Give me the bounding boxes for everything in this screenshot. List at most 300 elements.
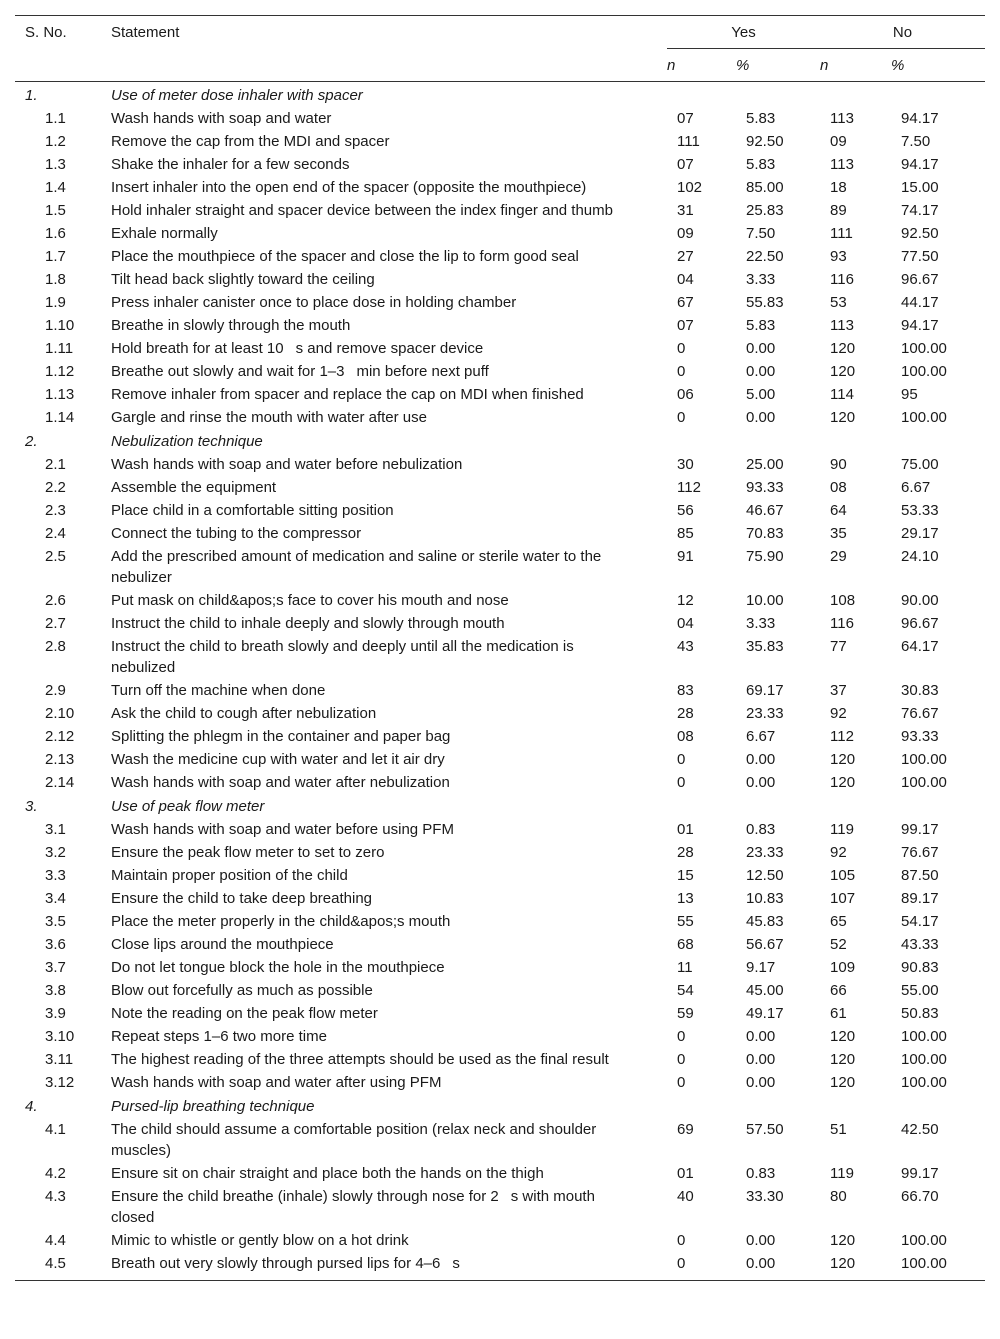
no-n-cell: 114 <box>830 386 854 403</box>
header-no-pct: % <box>891 57 905 74</box>
table-row <box>15 933 985 956</box>
no-pct-cell: 55.00 <box>901 982 939 999</box>
yes-pct-cell: 0.00 <box>746 1255 776 1272</box>
table-row <box>15 406 985 429</box>
no-n-cell: 92 <box>830 844 847 861</box>
no-pct-cell: 30.83 <box>901 682 939 699</box>
item-statement: Breath out very slowly through pursed lips for 4–6 s <box>111 1255 460 1272</box>
no-n-cell: 120 <box>830 1255 856 1272</box>
table-row <box>15 612 985 635</box>
item-number: 2.1 <box>45 456 66 473</box>
yes-pct-cell: 57.50 <box>746 1121 784 1138</box>
yes-pct-cell: 10.83 <box>746 890 784 907</box>
item-statement: Add the prescribed amount of medication and saline or sterile water to the nebulizer <box>111 548 602 586</box>
item-statement: Ensure sit on chair straight and place both the hands on the thigh <box>111 1165 544 1182</box>
yes-n-cell: 27 <box>677 248 694 265</box>
yes-n-cell: 13 <box>677 890 694 907</box>
table-row <box>15 864 985 887</box>
yes-n-cell: 83 <box>677 682 694 699</box>
item-statement: Wash hands with soap and water before nebulization <box>111 456 463 473</box>
no-n-cell: 52 <box>830 936 847 953</box>
item-number: 4.3 <box>45 1188 66 1205</box>
table-row <box>15 1071 985 1094</box>
yes-n-cell: 0 <box>677 340 686 357</box>
yes-pct-cell: 5.83 <box>746 317 776 334</box>
table-header <box>15 16 985 82</box>
item-number: 1.2 <box>45 133 66 150</box>
item-statement: Place the meter properly in the child&apos;s mouth <box>111 913 451 930</box>
yes-n-cell: 0 <box>677 409 686 426</box>
item-statement: Turn off the machine when done <box>111 682 326 699</box>
yes-n-cell: 28 <box>677 844 694 861</box>
no-pct-cell: 100.00 <box>901 774 947 791</box>
item-statement: Exhale normally <box>111 225 218 242</box>
item-statement: Blow out forcefully as much as possible <box>111 982 373 999</box>
item-statement: Ask the child to cough after nebulization <box>111 705 377 722</box>
no-n-cell: 89 <box>830 202 847 219</box>
item-statement: Wash hands with soap and water before using PFM <box>111 821 454 838</box>
table-row <box>15 199 985 222</box>
item-number: 2.2 <box>45 479 66 496</box>
yes-n-cell: 59 <box>677 1005 694 1022</box>
yes-n-cell: 43 <box>677 638 694 655</box>
yes-n-cell: 04 <box>677 615 694 632</box>
item-statement: Maintain proper position of the child <box>111 867 348 884</box>
no-pct-cell: 100.00 <box>901 340 947 357</box>
yes-pct-cell: 0.00 <box>746 1028 776 1045</box>
no-pct-cell: 90.83 <box>901 959 939 976</box>
no-n-cell: 53 <box>830 294 847 311</box>
header-no: No <box>820 16 985 49</box>
table-row <box>15 1025 985 1048</box>
yes-pct-cell: 10.00 <box>746 592 784 609</box>
yes-n-cell: 0 <box>677 1232 686 1249</box>
yes-pct-cell: 23.33 <box>746 844 784 861</box>
no-n-cell: 111 <box>830 225 853 242</box>
item-number: 3.3 <box>45 867 66 884</box>
data-table-wrapper <box>15 15 985 1281</box>
section-number: 3. <box>25 798 38 815</box>
yes-n-cell: 06 <box>677 386 694 403</box>
section-title: Use of peak flow meter <box>111 798 265 815</box>
section-row <box>15 1094 985 1118</box>
yes-n-cell: 08 <box>677 728 694 745</box>
item-statement: Remove the cap from the MDI and spacer <box>111 133 390 150</box>
no-n-cell: 108 <box>830 592 856 609</box>
section-number: 2. <box>25 433 38 450</box>
item-statement: Ensure the child to take deep breathing <box>111 890 373 907</box>
yes-pct-cell: 7.50 <box>746 225 776 242</box>
table-row <box>15 1252 985 1281</box>
yes-n-cell: 40 <box>677 1188 694 1205</box>
item-number: 1.3 <box>45 156 66 173</box>
header-blank-sno <box>15 49 111 82</box>
item-statement: Note the reading on the peak flow meter <box>111 1005 378 1022</box>
item-statement: Close lips around the mouthpiece <box>111 936 334 953</box>
yes-pct-cell: 85.00 <box>746 179 784 196</box>
yes-pct-cell: 5.00 <box>746 386 776 403</box>
yes-pct-cell: 9.17 <box>746 959 776 976</box>
yes-n-cell: 67 <box>677 294 694 311</box>
no-n-cell: 80 <box>830 1188 847 1205</box>
section-title: Pursed-lip breathing technique <box>111 1098 315 1115</box>
no-n-cell: 35 <box>830 525 847 542</box>
item-statement: Place child in a comfortable sitting position <box>111 502 394 519</box>
yes-n-cell: 12 <box>677 592 694 609</box>
no-n-cell: 120 <box>830 409 856 426</box>
item-number: 2.9 <box>45 682 66 699</box>
no-pct-cell: 96.67 <box>901 271 939 288</box>
table-row <box>15 956 985 979</box>
item-statement: Instruct the child to inhale deeply and slowly through mouth <box>111 615 505 632</box>
header-yes-n: n <box>667 57 676 74</box>
no-pct-cell: 87.50 <box>901 867 939 884</box>
item-number: 2.7 <box>45 615 66 632</box>
yes-pct-cell: 25.83 <box>746 202 784 219</box>
yes-pct-cell: 23.33 <box>746 705 784 722</box>
item-number: 3.2 <box>45 844 66 861</box>
item-number: 1.6 <box>45 225 66 242</box>
no-n-cell: 09 <box>830 133 847 150</box>
yes-pct-cell: 0.00 <box>746 1074 776 1091</box>
item-number: 3.8 <box>45 982 66 999</box>
no-n-cell: 18 <box>830 179 847 196</box>
no-n-cell: 116 <box>830 271 854 288</box>
item-statement: Instruct the child to breath slowly and deeply until all the medication is nebulized <box>111 638 574 676</box>
yes-pct-cell: 69.17 <box>746 682 784 699</box>
no-n-cell: 113 <box>830 317 854 334</box>
yes-pct-cell: 0.00 <box>746 1051 776 1068</box>
no-pct-cell: 100.00 <box>901 409 947 426</box>
table-row <box>15 887 985 910</box>
table-row <box>15 725 985 748</box>
item-statement: Wash the medicine cup with water and let it air dry <box>111 751 445 768</box>
yes-n-cell: 111 <box>677 133 700 150</box>
header-statement: Statement <box>111 24 180 41</box>
item-statement: Repeat steps 1–6 two more time <box>111 1028 327 1045</box>
yes-n-cell: 11 <box>677 959 693 976</box>
no-n-cell: 93 <box>830 248 847 265</box>
no-pct-cell: 76.67 <box>901 844 939 861</box>
no-pct-cell: 77.50 <box>901 248 939 265</box>
yes-pct-cell: 0.83 <box>746 821 776 838</box>
table-row <box>15 476 985 499</box>
yes-n-cell: 91 <box>677 548 694 565</box>
header-blank-statement <box>111 49 667 82</box>
table-row <box>15 107 985 130</box>
item-number: 1.14 <box>45 409 75 426</box>
no-n-cell: 66 <box>830 982 847 999</box>
table-row <box>15 268 985 291</box>
item-number: 2.3 <box>45 502 66 519</box>
yes-n-cell: 07 <box>677 110 694 127</box>
item-number: 3.10 <box>45 1028 75 1045</box>
section-row <box>15 82 985 108</box>
header-no-n: n <box>820 57 829 74</box>
table-row <box>15 314 985 337</box>
section-row <box>15 429 985 453</box>
no-pct-cell: 100.00 <box>901 751 947 768</box>
no-n-cell: 64 <box>830 502 847 519</box>
yes-pct-cell: 46.67 <box>746 502 784 519</box>
yes-n-cell: 102 <box>677 179 703 196</box>
no-n-cell: 120 <box>830 1028 856 1045</box>
yes-pct-cell: 25.00 <box>746 456 784 473</box>
table-row <box>15 453 985 476</box>
yes-pct-cell: 6.67 <box>746 728 776 745</box>
item-number: 4.1 <box>45 1121 66 1138</box>
no-pct-cell: 42.50 <box>901 1121 939 1138</box>
yes-pct-cell: 0.00 <box>746 363 776 380</box>
no-pct-cell: 6.67 <box>901 479 931 496</box>
no-pct-cell: 7.50 <box>901 133 931 150</box>
table-row <box>15 222 985 245</box>
no-pct-cell: 89.17 <box>901 890 939 907</box>
yes-n-cell: 04 <box>677 271 694 288</box>
no-pct-cell: 54.17 <box>901 913 939 930</box>
no-pct-cell: 64.17 <box>901 638 939 655</box>
yes-pct-cell: 0.00 <box>746 409 776 426</box>
section-title: Nebulization technique <box>111 433 263 450</box>
table-row <box>15 291 985 314</box>
item-statement: The highest reading of the three attempts should be used as the final result <box>111 1051 609 1068</box>
yes-n-cell: 07 <box>677 156 694 173</box>
item-number: 3.5 <box>45 913 66 930</box>
no-n-cell: 120 <box>830 363 856 380</box>
no-pct-cell: 100.00 <box>901 1028 947 1045</box>
table-row <box>15 1229 985 1252</box>
section-title: Use of meter dose inhaler with spacer <box>111 87 363 104</box>
no-pct-cell: 29.17 <box>901 525 939 542</box>
item-number: 3.6 <box>45 936 66 953</box>
no-n-cell: 120 <box>830 340 856 357</box>
item-statement: Connect the tubing to the compressor <box>111 525 362 542</box>
item-number: 1.8 <box>45 271 66 288</box>
item-statement: Wash hands with soap and water after nebulization <box>111 774 450 791</box>
no-n-cell: 120 <box>830 1074 856 1091</box>
item-number: 2.10 <box>45 705 75 722</box>
no-pct-cell: 100.00 <box>901 1051 947 1068</box>
yes-pct-cell: 45.83 <box>746 913 784 930</box>
item-number: 1.13 <box>45 386 75 403</box>
table-row <box>15 702 985 725</box>
no-pct-cell: 76.67 <box>901 705 939 722</box>
yes-n-cell: 69 <box>677 1121 694 1138</box>
table-row <box>15 153 985 176</box>
item-number: 1.7 <box>45 248 66 265</box>
header-sno: S. No. <box>25 24 67 41</box>
yes-n-cell: 09 <box>677 225 694 242</box>
table-row <box>15 130 985 153</box>
yes-n-cell: 01 <box>677 821 694 838</box>
yes-n-cell: 56 <box>677 502 694 519</box>
table-row <box>15 245 985 268</box>
item-statement: Tilt head back slightly toward the ceiling <box>111 271 375 288</box>
table-body <box>15 82 985 1281</box>
no-pct-cell: 93.33 <box>901 728 939 745</box>
yes-pct-cell: 45.00 <box>746 982 784 999</box>
no-n-cell: 120 <box>830 774 856 791</box>
item-number: 2.8 <box>45 638 66 655</box>
item-statement: Do not let tongue block the hole in the mouthpiece <box>111 959 445 976</box>
no-pct-cell: 99.17 <box>901 1165 939 1182</box>
item-statement: Remove inhaler from spacer and replace the cap on MDI when finished <box>111 386 584 403</box>
table-row <box>15 1048 985 1071</box>
yes-n-cell: 30 <box>677 456 694 473</box>
yes-pct-cell: 0.00 <box>746 340 776 357</box>
yes-n-cell: 15 <box>677 867 694 884</box>
no-n-cell: 112 <box>830 728 854 745</box>
item-number: 3.4 <box>45 890 66 907</box>
item-number: 3.12 <box>45 1074 75 1091</box>
no-pct-cell: 94.17 <box>901 156 939 173</box>
yes-pct-cell: 3.33 <box>746 271 776 288</box>
no-pct-cell: 66.70 <box>901 1188 939 1205</box>
item-statement: Ensure the peak flow meter to set to zero <box>111 844 385 861</box>
item-statement: Shake the inhaler for a few seconds <box>111 156 350 173</box>
yes-pct-cell: 0.00 <box>746 774 776 791</box>
no-pct-cell: 96.67 <box>901 615 939 632</box>
table-row <box>15 360 985 383</box>
table-row <box>15 1162 985 1185</box>
item-statement: Ensure the child breathe (inhale) slowly through nose for 2 s with mouth closed <box>111 1188 595 1226</box>
item-statement: Splitting the phlegm in the container and paper bag <box>111 728 451 745</box>
table-row <box>15 589 985 612</box>
yes-n-cell: 0 <box>677 1255 686 1272</box>
table-row <box>15 545 985 589</box>
no-pct-cell: 94.17 <box>901 317 939 334</box>
no-n-cell: 113 <box>830 156 854 173</box>
yes-n-cell: 28 <box>677 705 694 722</box>
yes-pct-cell: 12.50 <box>746 867 784 884</box>
no-pct-cell: 94.17 <box>901 110 939 127</box>
no-n-cell: 51 <box>830 1121 847 1138</box>
yes-pct-cell: 55.83 <box>746 294 784 311</box>
table-row <box>15 910 985 933</box>
yes-n-cell: 0 <box>677 1028 686 1045</box>
no-pct-cell: 44.17 <box>901 294 939 311</box>
no-pct-cell: 43.33 <box>901 936 939 953</box>
no-n-cell: 29 <box>830 548 847 565</box>
item-statement: The child should assume a comfortable position (relax neck and shoulder muscles) <box>111 1121 597 1159</box>
item-number: 1.5 <box>45 202 66 219</box>
no-n-cell: 90 <box>830 456 847 473</box>
item-statement: Mimic to whistle or gently blow on a hot drink <box>111 1232 409 1249</box>
yes-n-cell: 0 <box>677 363 686 380</box>
item-number: 3.1 <box>45 821 66 838</box>
yes-pct-cell: 0.00 <box>746 1232 776 1249</box>
table-row <box>15 383 985 406</box>
no-n-cell: 120 <box>830 751 856 768</box>
item-number: 3.11 <box>45 1051 74 1068</box>
no-pct-cell: 92.50 <box>901 225 939 242</box>
header-yes: Yes <box>667 16 820 49</box>
item-number: 4.2 <box>45 1165 66 1182</box>
yes-pct-cell: 5.83 <box>746 110 776 127</box>
no-pct-cell: 99.17 <box>901 821 939 838</box>
item-number: 3.9 <box>45 1005 66 1022</box>
item-number: 1.11 <box>45 340 74 357</box>
item-number: 2.5 <box>45 548 66 565</box>
item-statement: Breathe in slowly through the mouth <box>111 317 351 334</box>
item-number: 4.4 <box>45 1232 66 1249</box>
yes-n-cell: 85 <box>677 525 694 542</box>
table-row <box>15 748 985 771</box>
item-statement: Wash hands with soap and water after using PFM <box>111 1074 442 1091</box>
yes-pct-cell: 93.33 <box>746 479 784 496</box>
yes-n-cell: 01 <box>677 1165 694 1182</box>
no-n-cell: 37 <box>830 682 847 699</box>
table-row <box>15 176 985 199</box>
no-pct-cell: 100.00 <box>901 363 947 380</box>
yes-pct-cell: 5.83 <box>746 156 776 173</box>
yes-n-cell: 0 <box>677 1074 686 1091</box>
section-number: 1. <box>25 87 38 104</box>
item-statement: Press inhaler canister once to place dose in holding chamber <box>111 294 517 311</box>
section-number: 4. <box>25 1098 38 1115</box>
item-number: 4.5 <box>45 1255 66 1272</box>
table-row <box>15 337 985 360</box>
no-pct-cell: 74.17 <box>901 202 939 219</box>
yes-pct-cell: 0.83 <box>746 1165 776 1182</box>
no-pct-cell: 100.00 <box>901 1074 947 1091</box>
item-statement: Place the mouthpiece of the spacer and close the lip to form good seal <box>111 248 579 265</box>
no-pct-cell: 15.00 <box>901 179 939 196</box>
no-n-cell: 08 <box>830 479 847 496</box>
no-n-cell: 77 <box>830 638 847 655</box>
table-row <box>15 635 985 679</box>
no-pct-cell: 100.00 <box>901 1255 947 1272</box>
item-number: 2.13 <box>45 751 75 768</box>
yes-pct-cell: 0.00 <box>746 751 776 768</box>
yes-n-cell: 31 <box>677 202 694 219</box>
header-yes-pct: % <box>736 57 750 74</box>
item-number: 1.9 <box>45 294 66 311</box>
table-row <box>15 818 985 841</box>
no-pct-cell: 53.33 <box>901 502 939 519</box>
no-n-cell: 120 <box>830 1232 856 1249</box>
no-n-cell: 113 <box>830 110 854 127</box>
item-number: 1.4 <box>45 179 66 196</box>
section-row <box>15 794 985 818</box>
no-n-cell: 61 <box>830 1005 847 1022</box>
yes-pct-cell: 3.33 <box>746 615 776 632</box>
no-n-cell: 119 <box>830 1165 854 1182</box>
yes-pct-cell: 49.17 <box>746 1005 784 1022</box>
item-statement: Breathe out slowly and wait for 1–3 min before next puff <box>111 363 489 380</box>
no-n-cell: 120 <box>830 1051 856 1068</box>
table-row <box>15 1002 985 1025</box>
yes-pct-cell: 70.83 <box>746 525 784 542</box>
item-number: 2.6 <box>45 592 66 609</box>
item-statement: Put mask on child&apos;s face to cover his mouth and nose <box>111 592 509 609</box>
yes-n-cell: 0 <box>677 774 686 791</box>
no-n-cell: 109 <box>830 959 856 976</box>
item-statement: Hold breath for at least 10 s and remove spacer device <box>111 340 484 357</box>
yes-n-cell: 07 <box>677 317 694 334</box>
yes-pct-cell: 56.67 <box>746 936 784 953</box>
table-row <box>15 979 985 1002</box>
table-row <box>15 1118 985 1162</box>
yes-n-cell: 0 <box>677 751 686 768</box>
item-number: 1.10 <box>45 317 75 334</box>
item-statement: Assemble the equipment <box>111 479 277 496</box>
item-number: 2.4 <box>45 525 66 542</box>
table-row <box>15 679 985 702</box>
item-number: 2.12 <box>45 728 75 745</box>
yes-n-cell: 68 <box>677 936 694 953</box>
table-row <box>15 771 985 794</box>
